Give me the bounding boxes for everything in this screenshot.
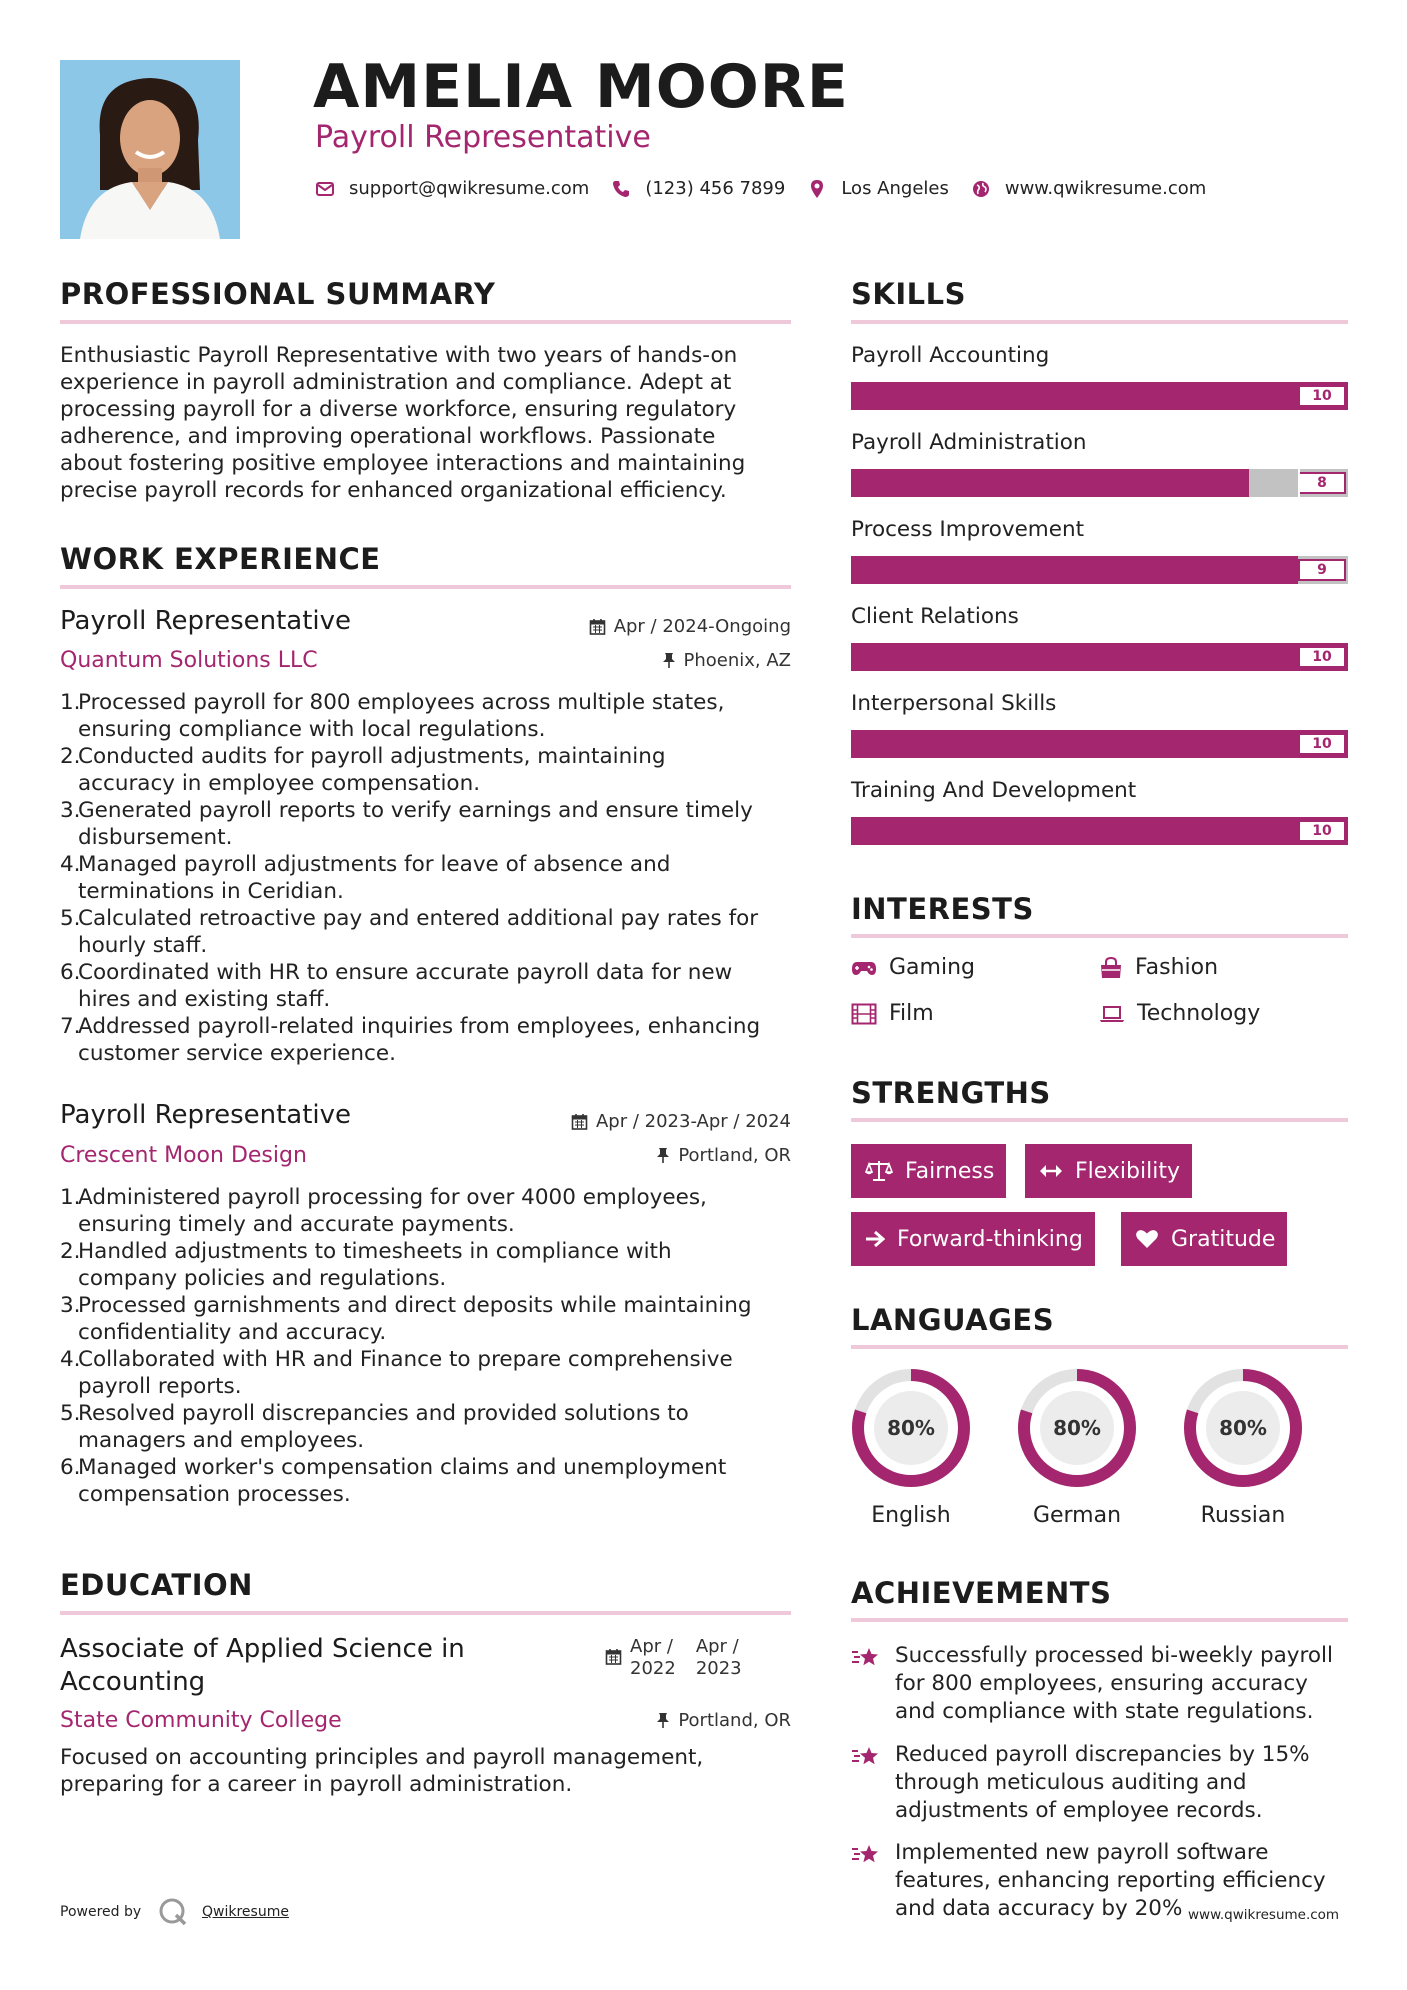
list-item: 6. Managed worker's compensation claims and unemployment compensation processes.	[60, 1455, 727, 1507]
bullet-line: Managed worker's compensation claims and unemployment	[78, 1455, 727, 1480]
date-part: Apr /	[695, 1636, 739, 1657]
bullet-line: Calculated retroactive pay and entered additional pay rates for	[78, 906, 759, 931]
summary-divider	[60, 320, 791, 324]
profile-photo	[60, 60, 240, 239]
languages-heading: LANGUAGES	[851, 1303, 1055, 1337]
education-divider	[60, 1611, 791, 1615]
job-date-text: Apr / 2024-Ongoing	[613, 616, 791, 637]
job-date-text: Apr / 2023-Apr / 2024	[595, 1111, 791, 1132]
languages-divider	[851, 1345, 1348, 1349]
job-title: Payroll Representative	[60, 1100, 352, 1130]
website-link[interactable]: www.qwikresume.com	[1004, 178, 1207, 199]
heart-icon	[1135, 1229, 1159, 1249]
list-item: 2. Handled adjustments to timesheets in compliance with company policies and regulations.	[60, 1239, 672, 1291]
strengths-heading: STRENGTHS	[851, 1076, 1051, 1110]
education-desc-line: preparing for a career in payroll administration.	[60, 1772, 573, 1797]
job-bullets	[60, 1184, 808, 1508]
list-item: 4. Collaborated with HR and Finance to prepare comprehensive payroll reports.	[60, 1347, 733, 1399]
envelope-icon	[315, 179, 335, 199]
bullet-line: hourly staff.	[78, 933, 208, 958]
date-part: 2022	[630, 1658, 676, 1679]
bullet-line: managers and employees.	[78, 1428, 365, 1453]
degree-title	[60, 1633, 465, 1699]
bullet-line: Processed payroll for 800 employees across multiple states,	[78, 690, 725, 715]
education-heading: EDUCATION	[60, 1568, 253, 1602]
education-start	[630, 1636, 676, 1680]
job-date	[500, 1111, 791, 1132]
skill-bar	[851, 643, 1348, 671]
skill-bar-fill	[851, 730, 1348, 758]
strengths-divider	[851, 1118, 1348, 1122]
bullet-line: Processed garnishments and direct deposits while maintaining	[78, 1293, 752, 1318]
list-item: 2. Conducted audits for payroll adjustments, maintaining accuracy in employee compensation.	[60, 744, 666, 796]
interest-label: Fashion	[1135, 955, 1219, 980]
school-location-text: Portland, OR	[678, 1710, 791, 1731]
arrow-right-icon	[865, 1230, 885, 1248]
list-item: 3. Processed garnishments and direct deposits while maintaining confidentiality and accuracy.	[60, 1293, 752, 1345]
bullet-line: Resolved payroll discrepancies and provided solutions to	[78, 1401, 689, 1426]
language-percent: 80%	[887, 1416, 935, 1440]
bullet-line: Managed payroll adjustments for leave of absence and	[78, 852, 671, 877]
summary-line: about fostering positive employee interactions and maintaining	[60, 451, 746, 476]
interests-heading: INTERESTS	[851, 892, 1034, 926]
achievement-line: for 800 employees, ensuring accuracy	[895, 1671, 1308, 1696]
bullet-line: accuracy in employee compensation.	[78, 771, 481, 796]
skill-label: Process Improvement	[851, 517, 1085, 542]
strength-label: Flexibility	[1075, 1158, 1180, 1184]
skill-score: 10	[1298, 646, 1346, 668]
achievement-line: and compliance with state regulations.	[895, 1699, 1314, 1724]
shooting-star-icon	[851, 1843, 881, 1867]
phone-text: (123) 456 7899	[645, 178, 786, 199]
shooting-star-icon	[851, 1745, 881, 1769]
interest-label: Gaming	[889, 955, 975, 980]
balance-scale-icon	[865, 1159, 893, 1183]
bullet-line: terminations in Ceridian.	[78, 879, 344, 904]
list-item: 3. Generated payroll reports to verify earnings and ensure timely disbursement.	[60, 798, 753, 850]
education-dates	[605, 1636, 742, 1680]
location-text: Los Angeles	[841, 178, 949, 199]
date-part: Apr /	[630, 1636, 673, 1657]
language-ring	[1015, 1366, 1139, 1490]
language-name: German	[1032, 1503, 1122, 1528]
skill-bar-segment	[1298, 469, 1300, 497]
summary-line: Enthusiastic Payroll Representative with two years of hands-on	[60, 343, 738, 368]
skill-score: 10	[1298, 820, 1346, 842]
school-name: State Community College	[60, 1708, 342, 1733]
strength-chip	[851, 1144, 1006, 1198]
education-end	[696, 1636, 742, 1680]
education-desc-line: Focused on accounting principles and payroll management,	[60, 1745, 704, 1770]
skill-bar-fill	[851, 382, 1348, 410]
job-date	[500, 616, 791, 637]
laptop-icon	[1099, 1004, 1125, 1024]
interest-item	[851, 955, 975, 980]
strength-chip	[1121, 1212, 1287, 1266]
phone-icon	[611, 179, 631, 199]
achievement-line: Reduced payroll discrepancies by 15%	[895, 1742, 1310, 1767]
interest-item	[1099, 955, 1218, 980]
skill-score: 8	[1298, 472, 1346, 494]
list-item: 1. Administered payroll processing for over 4000 employees, ensuring timely and accurate payments.	[60, 1185, 707, 1237]
summary-line: experience in payroll administration and compliance. Adept at	[60, 370, 732, 395]
bullet-line: payroll reports.	[78, 1374, 242, 1399]
bullet-line: Coordinated with HR to ensure accurate payroll data for new	[78, 960, 733, 985]
contact-row	[315, 178, 1228, 199]
shopping-bag-icon	[1099, 957, 1123, 979]
skill-bar-fill	[851, 643, 1348, 671]
qwikresume-link[interactable]: Qwikresume	[202, 1904, 289, 1920]
language-ring	[849, 1366, 973, 1490]
strength-label: Forward-thinking	[897, 1226, 1083, 1252]
skill-bar-fill	[851, 817, 1348, 845]
candidate-name: AMELIA MOORE	[313, 52, 849, 122]
achievement-line: features, enhancing reporting efficiency	[895, 1868, 1326, 1893]
pushpin-icon	[656, 1147, 670, 1164]
skills-divider	[851, 320, 1348, 324]
skills-heading: SKILLS	[851, 277, 966, 311]
skill-bar	[851, 730, 1348, 758]
summary-line: processing payroll for a diverse workforce, ensuring regulatory	[60, 397, 737, 422]
company-name: Crescent Moon Design	[60, 1143, 307, 1168]
school-location	[500, 1710, 791, 1731]
interest-label: Technology	[1137, 1001, 1261, 1026]
skill-label: Payroll Accounting	[851, 343, 1050, 368]
bullet-line: Addressed payroll-related inquiries from employees, enhancing	[78, 1014, 761, 1039]
bullet-line: Conducted audits for payroll adjustments, maintaining	[78, 744, 666, 769]
bullet-line: confidentiality and accuracy.	[78, 1320, 387, 1345]
skill-bar-fill	[851, 469, 1249, 497]
job-bullets	[60, 689, 808, 1067]
skill-bar	[851, 817, 1348, 845]
bullet-line: company policies and regulations.	[78, 1266, 447, 1291]
interest-label: Film	[889, 1001, 934, 1026]
summary-line: adherence, and improving operational workflows. Passionate	[60, 424, 716, 449]
powered-by-text: Powered by	[60, 1904, 142, 1920]
interests-divider	[851, 934, 1348, 938]
achievement-item	[851, 1741, 1351, 1825]
language-ring-chart	[1015, 1366, 1139, 1490]
list-item: 6. Coordinated with HR to ensure accurate payroll data for new hires and existing staff.	[60, 960, 733, 1012]
pushpin-icon	[662, 652, 676, 669]
summary-text	[60, 342, 800, 504]
achievement-text	[895, 1741, 1310, 1825]
bullet-line: disbursement.	[78, 825, 233, 850]
calendar-icon	[605, 1648, 622, 1665]
strength-chip	[1025, 1144, 1192, 1198]
achievement-text	[895, 1642, 1333, 1726]
list-item: 5. Resolved payroll discrepancies and provided solutions to managers and employees.	[60, 1401, 689, 1453]
bullet-line: Handled adjustments to timesheets in compliance with	[78, 1239, 672, 1264]
date-part: 2023	[695, 1658, 742, 1679]
language-ring	[1181, 1366, 1305, 1490]
pushpin-icon	[656, 1712, 670, 1729]
skill-label: Training And Development	[851, 778, 1137, 803]
strength-label: Gratitude	[1171, 1226, 1276, 1252]
bullet-line: ensuring timely and accurate payments.	[78, 1212, 515, 1237]
summary-line: precise payroll records for enhanced organizational efficiency.	[60, 478, 727, 503]
interest-item	[851, 1001, 934, 1026]
achievement-line: Successfully processed bi-weekly payroll	[895, 1643, 1333, 1668]
language-name: English	[871, 1503, 951, 1528]
skill-label: Payroll Administration	[851, 430, 1087, 455]
achievement-line: and data accuracy by 20%	[895, 1896, 1183, 1921]
bullet-line: customer service experience.	[78, 1041, 396, 1066]
summary-heading: PROFESSIONAL SUMMARY	[60, 277, 496, 311]
achievements-heading: ACHIEVEMENTS	[851, 1576, 1112, 1610]
footer-website[interactable]: www.qwikresume.com	[1188, 1907, 1340, 1923]
job-location	[500, 1145, 791, 1166]
job-location	[500, 650, 791, 671]
achievement-item	[851, 1642, 1351, 1726]
job-location-text: Phoenix, AZ	[683, 650, 791, 671]
map-pin-icon	[807, 179, 827, 199]
skill-label: Client Relations	[851, 604, 1019, 629]
language-percent: 80%	[1053, 1416, 1101, 1440]
skill-bar	[851, 382, 1348, 410]
language-name: Russian	[1200, 1503, 1286, 1528]
achievement-line: Implemented new payroll software	[895, 1840, 1269, 1865]
job-location-text: Portland, OR	[678, 1145, 791, 1166]
strength-chip	[851, 1212, 1095, 1266]
job-title: Payroll Representative	[60, 606, 352, 636]
language-ring-chart	[849, 1366, 973, 1490]
skill-bar-fill	[851, 556, 1298, 584]
strength-label: Fairness	[905, 1158, 995, 1184]
skill-score: 10	[1298, 733, 1346, 755]
skill-score: 10	[1298, 385, 1346, 407]
list-item: 1. Processed payroll for 800 employees across multiple states, ensuring compliance with local regulations.	[60, 690, 725, 742]
degree-line: Associate of Applied Science in	[60, 1634, 465, 1664]
company-name: Quantum Solutions LLC	[60, 648, 318, 673]
list-item: 7. Addressed payroll-related inquiries from employees, enhancing customer service experience.	[60, 1014, 761, 1066]
gamepad-icon	[851, 959, 877, 977]
language-ring-chart	[1181, 1366, 1305, 1490]
candidate-title: Payroll Representative	[315, 120, 651, 155]
skill-bar	[851, 469, 1348, 497]
calendar-icon	[589, 618, 606, 635]
email-link[interactable]: support@qwikresume.com	[349, 178, 590, 199]
education-description	[60, 1744, 800, 1798]
calendar-icon	[571, 1113, 588, 1130]
bullet-line: Administered payroll processing for over 4000 employees,	[78, 1185, 707, 1210]
degree-line: Accounting	[60, 1667, 206, 1697]
interest-item	[1099, 1001, 1260, 1026]
achievement-line: through meticulous auditing and	[895, 1770, 1247, 1795]
qwikresume-logo-icon	[157, 1896, 189, 1932]
achievements-divider	[851, 1618, 1348, 1622]
bullet-line: ensuring compliance with local regulations.	[78, 717, 546, 742]
list-item: 5. Calculated retroactive pay and entered additional pay rates for hourly staff.	[60, 906, 759, 958]
skill-score: 9	[1298, 559, 1346, 581]
work-heading: WORK EXPERIENCE	[60, 542, 381, 576]
bullet-line: hires and existing staff.	[78, 987, 331, 1012]
achievement-line: adjustments of employee records.	[895, 1798, 1263, 1823]
bullet-line: Generated payroll reports to verify earnings and ensure timely	[78, 798, 753, 823]
skill-label: Interpersonal Skills	[851, 691, 1057, 716]
skill-bar	[851, 556, 1348, 584]
list-item: 4. Managed payroll adjustments for leave of absence and terminations in Ceridian.	[60, 852, 671, 904]
bullet-line: Collaborated with HR and Finance to prepare comprehensive	[78, 1347, 733, 1372]
film-icon	[851, 1003, 877, 1025]
globe-icon	[971, 179, 991, 199]
language-percent: 80%	[1219, 1416, 1267, 1440]
work-divider	[60, 585, 791, 589]
bullet-line: compensation processes.	[78, 1482, 351, 1507]
shooting-star-icon	[851, 1646, 881, 1670]
arrows-horizontal-icon	[1039, 1164, 1063, 1178]
